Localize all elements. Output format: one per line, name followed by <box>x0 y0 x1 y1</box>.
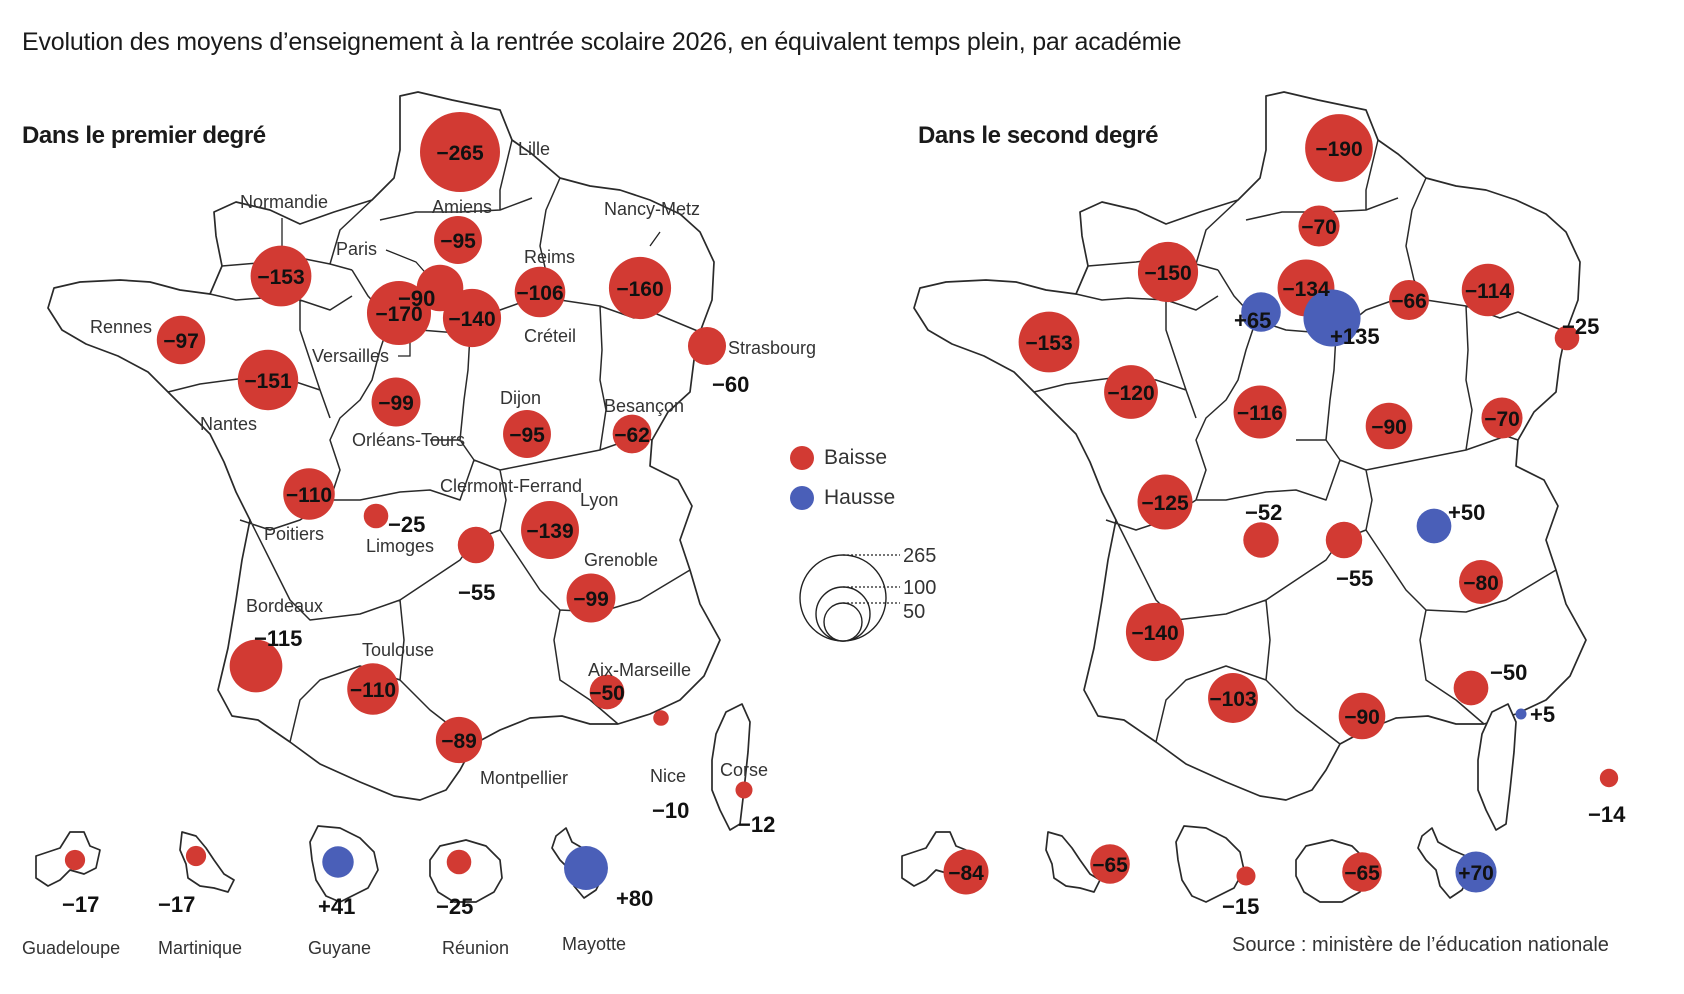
value-label-1-metro-19: −140 <box>1131 622 1179 645</box>
value-label-1-metro-2: −150 <box>1144 262 1192 285</box>
bubble-0-metro-15 <box>364 504 389 529</box>
bubble-0-dom-3 <box>447 850 472 875</box>
value-label-0-metro-0: −265 <box>436 142 484 165</box>
bubble-0-dom-4 <box>564 846 608 890</box>
city-label-0-dom-4: Mayotte <box>562 934 627 954</box>
bubble-1-dom-2 <box>1236 866 1255 885</box>
bubble-0-metro-16 <box>458 527 494 563</box>
scale-label-100: 100 <box>903 577 937 599</box>
legend-hausse-swatch <box>790 486 814 510</box>
city-label-0-metro-17: Lyon <box>580 490 619 510</box>
value-label-0-metro-24: −12 <box>738 812 776 837</box>
value-label-0-metro-5: −160 <box>616 278 664 301</box>
color-legend <box>790 438 895 518</box>
value-label-0-metro-15: −25 <box>388 512 426 537</box>
city-label-0-metro-11: Orléans-Tours <box>352 430 466 450</box>
value-label-0-metro-8: −140 <box>448 308 496 331</box>
value-label-0-dom-2: +41 <box>318 894 356 919</box>
value-label-0-metro-4: −106 <box>516 282 564 305</box>
bubble-0-metro-23 <box>653 710 669 726</box>
bubble-1-metro-16 <box>1326 522 1362 558</box>
bubble-1-metro-24 <box>1600 769 1618 787</box>
value-label-0-metro-7: −170 <box>375 303 423 326</box>
value-label-1-metro-4: +65 <box>1234 308 1272 333</box>
city-label-0-metro-16: Clermont-Ferrand <box>440 476 583 496</box>
panel-title-second-degre: Dans le second degré <box>918 122 1159 149</box>
legend-baisse-swatch <box>790 446 814 470</box>
value-label-0-dom-0: −17 <box>62 892 100 917</box>
value-label-1-metro-1: −70 <box>1301 216 1337 239</box>
value-label-0-metro-2: −153 <box>257 266 305 289</box>
scale-label-50: 50 <box>903 601 926 623</box>
city-label-0-metro-23: Nice <box>650 766 687 786</box>
value-label-1-metro-23: +5 <box>1530 702 1556 727</box>
bubble-1-metro-15 <box>1243 522 1278 557</box>
value-label-0-metro-17: −139 <box>526 520 574 543</box>
value-label-0-metro-11: −99 <box>378 392 414 415</box>
panel-title-premier-degre: Dans le premier degré <box>22 122 266 149</box>
value-label-0-dom-3: −25 <box>436 894 474 919</box>
value-label-0-metro-1: −95 <box>440 230 476 253</box>
bubble-1-metro-22 <box>1454 671 1489 706</box>
city-label-0-metro-20: Toulouse <box>362 640 435 660</box>
value-label-1-dom-3: −65 <box>1344 862 1380 885</box>
city-label-0-metro-6: Rennes <box>90 317 153 337</box>
value-label-0-dom-1: −17 <box>158 892 196 917</box>
value-label-1-metro-17: +50 <box>1448 500 1486 525</box>
city-label-0-metro-24: Corse <box>720 760 769 780</box>
value-label-1-dom-4: +70 <box>1458 862 1494 885</box>
city-label-0-metro-0: Lille <box>518 139 551 159</box>
source-note: Source : ministère de l’éducation nationale <box>1232 934 1609 956</box>
value-label-1-metro-18: −80 <box>1463 572 1499 595</box>
city-label-0-metro-4: Reims <box>524 247 576 267</box>
value-label-1-metro-0: −190 <box>1315 138 1363 161</box>
value-label-0-metro-3: −90 <box>398 286 436 311</box>
city-label-0-dom-0: Guadeloupe <box>22 938 121 958</box>
value-label-1-dom-0: −84 <box>948 862 984 885</box>
chart-title: Evolution des moyens d’enseignement à la rentrée scolaire 2026, en équivalent temps plein, par académie <box>22 28 1182 56</box>
city-label-0-metro-14: Poitiers <box>264 524 325 544</box>
bubble-0-metro-9 <box>688 327 726 365</box>
value-label-1-metro-8: −25 <box>1562 314 1600 339</box>
value-label-0-metro-9: −60 <box>712 372 750 397</box>
value-label-1-metro-6: −66 <box>1391 290 1427 313</box>
city-label-0-metro-3: Paris <box>336 239 378 259</box>
city-label-0-metro-2: Normandie <box>240 192 329 212</box>
value-label-1-dom-1: −65 <box>1092 854 1128 877</box>
value-label-1-dom-2: −15 <box>1222 894 1260 919</box>
value-label-0-metro-18: −99 <box>573 588 609 611</box>
city-label-0-dom-2: Guyane <box>308 938 372 958</box>
city-label-0-metro-8: Créteil <box>524 326 577 346</box>
scale-label-265: 265 <box>903 545 937 567</box>
value-label-1-metro-16: −55 <box>1336 566 1374 591</box>
value-label-0-metro-21: −50 <box>589 682 625 705</box>
value-label-0-metro-14: −110 <box>285 484 333 507</box>
city-label-0-metro-18: Grenoble <box>584 550 659 570</box>
value-label-0-metro-16: −55 <box>458 580 496 605</box>
value-label-0-metro-13: −62 <box>614 424 650 447</box>
city-label-0-metro-21: Aix-Marseille <box>588 660 692 680</box>
value-label-1-metro-9: −153 <box>1025 332 1073 355</box>
legend-hausse <box>790 478 895 518</box>
value-label-0-metro-6: −97 <box>163 330 199 353</box>
bubble-0-metro-24 <box>735 781 752 798</box>
city-label-0-metro-1: Amiens <box>432 197 493 217</box>
bubble-0-dom-0 <box>65 850 85 870</box>
bubble-0-dom-2 <box>322 846 353 877</box>
value-label-1-metro-21: −90 <box>1344 706 1380 729</box>
map-france-second-degre <box>902 92 1586 902</box>
value-label-0-metro-19: −115 <box>254 626 303 651</box>
city-label-0-dom-1: Martinique <box>158 938 243 958</box>
value-label-1-metro-11: −116 <box>1236 402 1284 425</box>
value-label-1-metro-3: −134 <box>1282 278 1330 301</box>
value-label-1-metro-14: −125 <box>1141 492 1189 515</box>
value-label-0-metro-20: −110 <box>349 679 397 702</box>
city-label-0-metro-10: Nantes <box>200 414 258 434</box>
value-label-1-metro-7: −114 <box>1464 280 1512 303</box>
city-label-0-metro-19: Bordeaux <box>246 596 324 616</box>
city-label-0-metro-7: Versailles <box>312 346 390 366</box>
city-label-0-metro-12: Dijon <box>500 388 542 408</box>
value-label-1-metro-22: −50 <box>1490 660 1528 685</box>
bubble-1-metro-23 <box>1516 709 1527 720</box>
value-label-1-metro-12: −90 <box>1371 416 1407 439</box>
city-label-0-metro-5: Nancy-Metz <box>604 199 701 219</box>
value-label-1-metro-24: −14 <box>1588 802 1626 827</box>
value-label-1-metro-15: −52 <box>1245 500 1283 525</box>
guyane-right <box>1176 826 1244 902</box>
city-label-0-metro-9: Strasbourg <box>728 338 817 358</box>
legend-baisse <box>790 438 895 478</box>
bubble-1-metro-17 <box>1417 509 1452 544</box>
value-label-0-metro-22: −89 <box>441 730 477 753</box>
value-label-1-metro-10: −120 <box>1107 382 1155 405</box>
value-label-0-dom-4: +80 <box>616 886 654 911</box>
value-label-1-metro-5: +135 <box>1330 324 1380 349</box>
value-label-1-metro-20: −103 <box>1209 688 1257 711</box>
size-scale <box>800 545 936 641</box>
bubble-0-dom-1 <box>186 846 206 866</box>
legend-hausse-label: Hausse <box>824 486 896 509</box>
value-label-0-metro-10: −151 <box>244 370 292 393</box>
value-label-0-metro-23: −10 <box>652 798 690 823</box>
scale-circle-50 <box>824 603 862 641</box>
city-label-0-dom-3: Réunion <box>442 938 510 958</box>
city-label-0-metro-15: Limoges <box>366 536 435 556</box>
legend-baisse-label: Baisse <box>824 446 888 469</box>
city-label-0-metro-22: Montpellier <box>480 768 569 788</box>
value-label-1-metro-13: −70 <box>1484 408 1520 431</box>
city-label-0-metro-13: Besançon <box>604 396 685 416</box>
value-label-0-metro-12: −95 <box>509 424 545 447</box>
